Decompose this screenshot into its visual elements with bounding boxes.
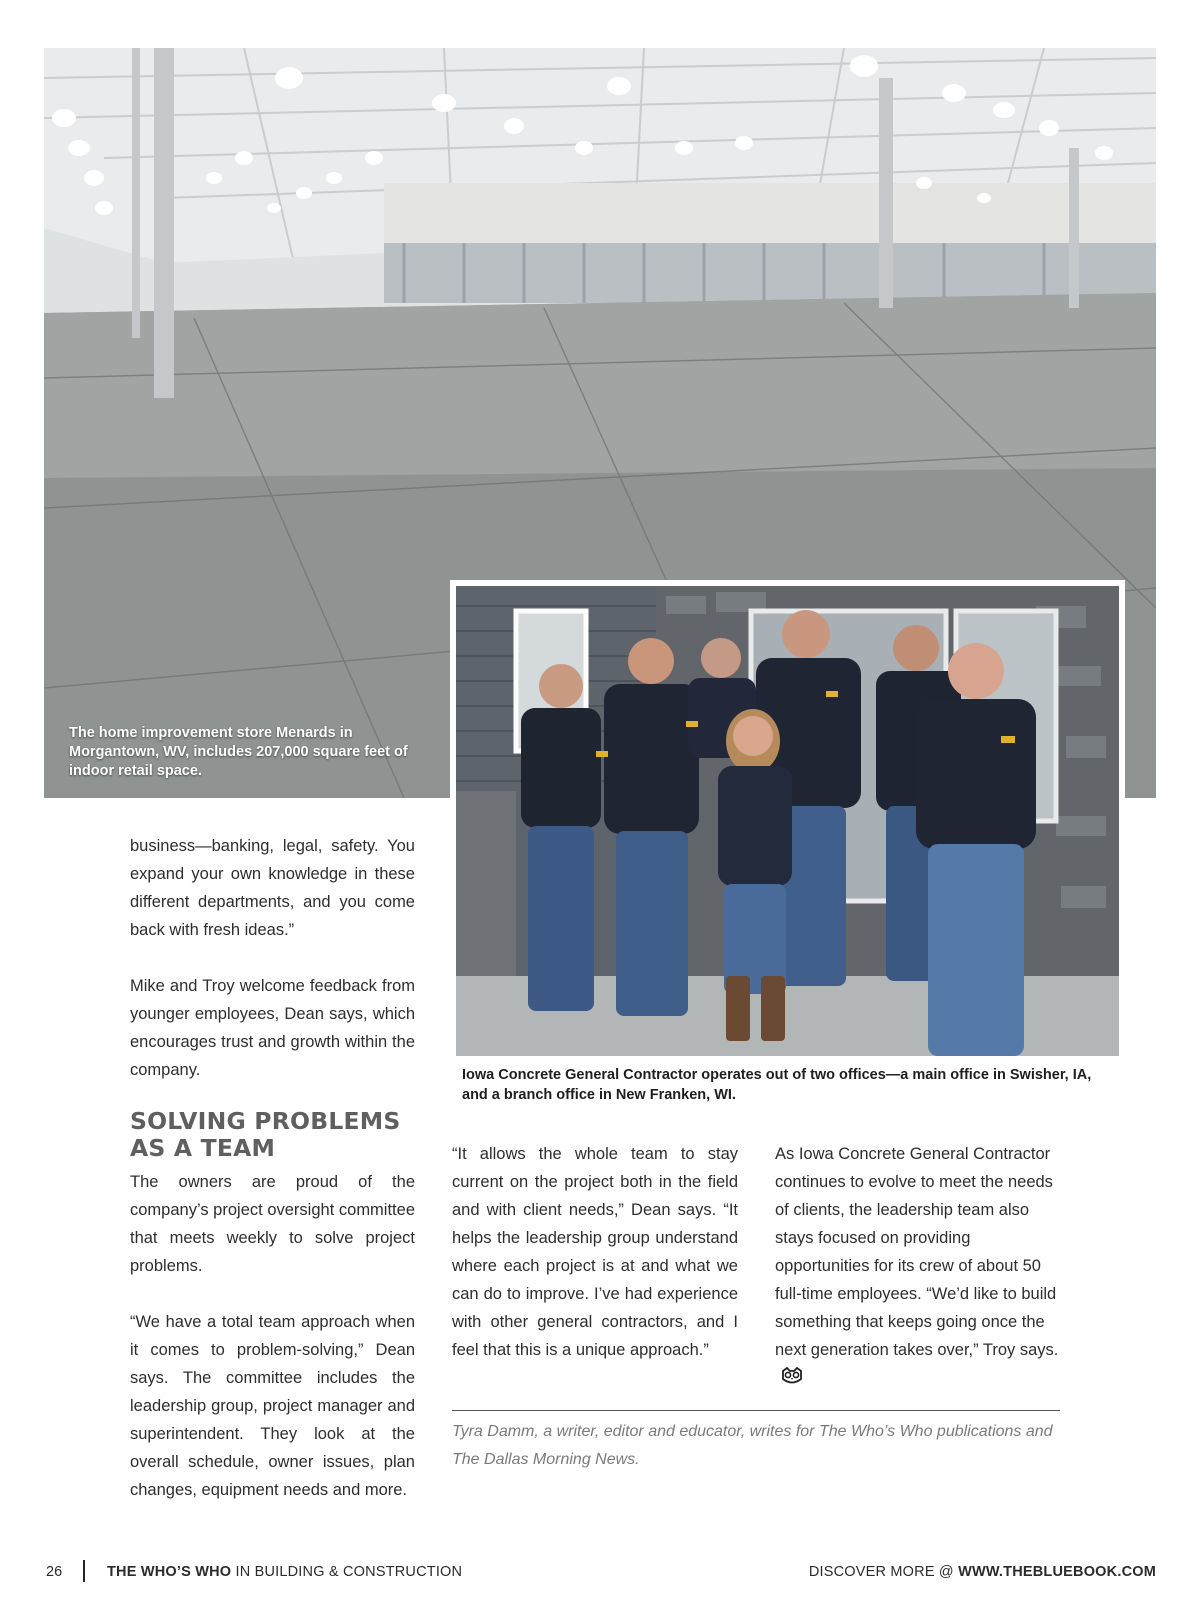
paragraph — [775, 1140, 1060, 1392]
paragraph: “It allows the whole team to stay current on the project both in the field and with client needs,” Dean says. “It helps the leadership group understand where each project is at and what we can do to improve. I’ve had experience with other general contractors, and I feel that this is a unique approach.” — [452, 1145, 738, 1359]
page-number: 26 — [46, 1564, 63, 1580]
publication-title-rest: IN BUILDING & CONSTRUCTION — [231, 1564, 463, 1580]
page-footer — [0, 1558, 1200, 1588]
article-column-left-bottom — [130, 1168, 415, 1532]
publication-title — [107, 1564, 462, 1580]
paragraph-text: As Iowa Concrete General Contractor continues to evolve to meet the needs of clients, the leadership team also stays focused on providing opportunities for its crew of about 50 full-time employees. “We’d like to build something that keeps going once the next generation takes over,” Troy says. — [775, 1145, 1059, 1359]
author-bio: Tyra Damm, a writer, editor and educator, writes for The Who’s Who publications and The Dallas Morning News. — [452, 1423, 1053, 1468]
team-photo-frame — [450, 580, 1125, 1062]
bio-divider — [452, 1410, 1060, 1411]
paragraph: Mike and Troy welcome feedback from younger employees, Dean says, which encourages trust and growth within the company. — [130, 977, 415, 1079]
team-photo — [456, 586, 1119, 1056]
paragraph: The owners are proud of the company’s project oversight committee that meets weekly to solve project problems. — [130, 1173, 415, 1275]
article-column-left-top — [130, 832, 415, 1112]
section-heading: SOLVING PROBLEMS AS A TEAM — [130, 1107, 401, 1162]
owl-icon — [781, 1367, 803, 1385]
hero-caption: The home improvement store Menards in Morgantown, WV, includes 207,000 square feet of indoor retail space. — [69, 725, 408, 779]
footer-divider — [83, 1560, 85, 1582]
article-column-middle — [452, 1140, 738, 1392]
paragraph: “We have a total team approach when it comes to problem-solving,” Dean says. The committee includes the leadership group, project manager and superintendent. They look at the overall schedule, owner issues, plan changes, equipment needs and more. — [130, 1313, 415, 1499]
paragraph: business—banking, legal, safety. You expand your own knowledge in these different departments, and you come back with fresh ideas.” — [130, 837, 415, 939]
discover-more — [809, 1564, 1156, 1580]
website-link[interactable]: WWW.THEBLUEBOOK.COM — [958, 1564, 1156, 1580]
team-group-illustration — [456, 586, 1119, 1056]
team-photo-caption: Iowa Concrete General Contractor operates out of two offices—a main office in Swisher, IA, and a branch office in New Franken, WI. — [462, 1067, 1092, 1103]
publication-title-bold: THE WHO’S WHO — [107, 1564, 232, 1580]
article-column-right — [775, 1140, 1060, 1420]
discover-prefix: DISCOVER MORE @ — [808, 1564, 959, 1580]
